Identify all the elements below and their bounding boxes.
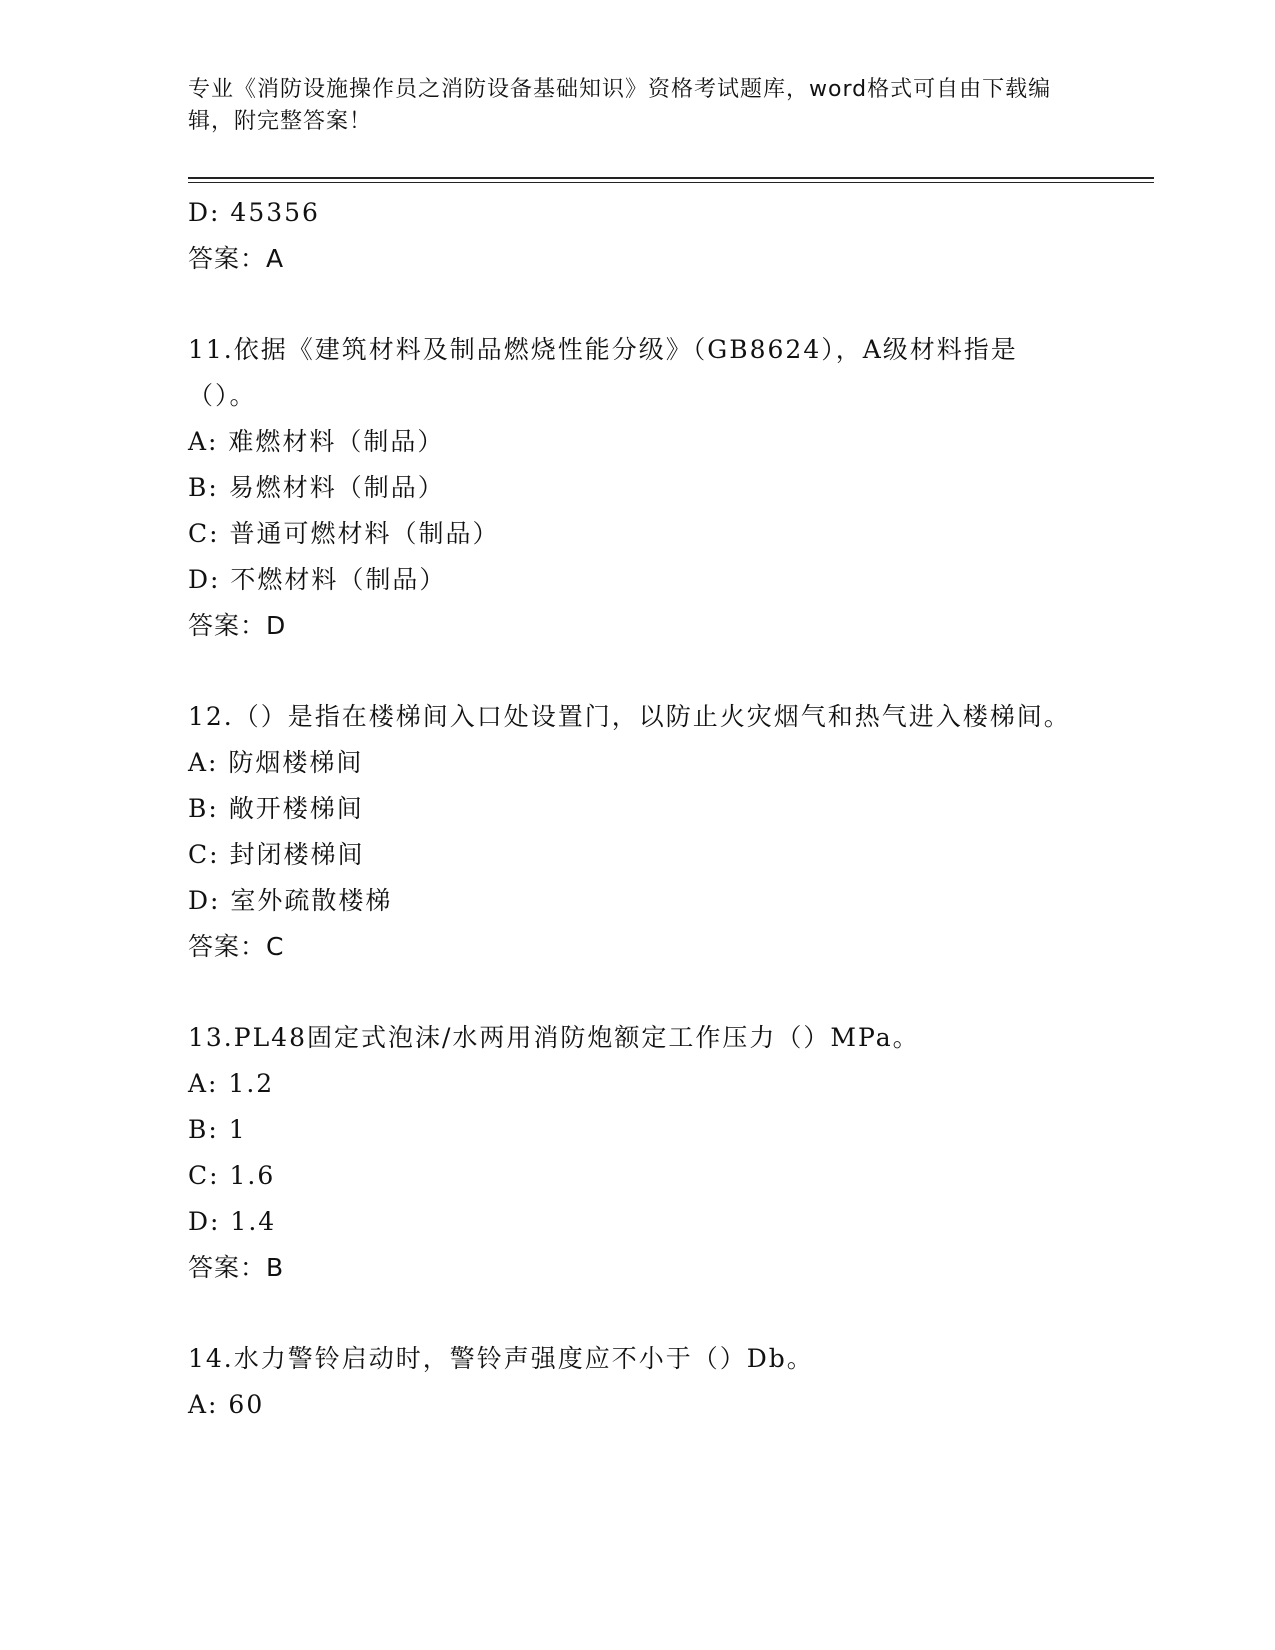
option-b: B: 敞开楼梯间 <box>188 794 364 823</box>
option-b: B: 易燃材料（制品） <box>188 473 445 502</box>
answer-line: 答案：D <box>188 611 287 640</box>
option-a: A: 60 <box>188 1390 265 1419</box>
question-block-11 <box>188 327 1088 649</box>
question-gap <box>188 282 1088 327</box>
option-a: A: 1.2 <box>188 1069 275 1098</box>
option-c: C: 封闭楼梯间 <box>188 840 365 869</box>
option-d: D: 不燃材料（制品） <box>188 565 447 594</box>
answer-line: 答案：B <box>188 1253 285 1282</box>
question-gap <box>188 649 1088 694</box>
question-stem: 13.PL48固定式泡沫/水两用消防炮额定工作压力（）MPa。 <box>188 1023 920 1052</box>
option-d: D: 室外疏散楼梯 <box>188 886 393 915</box>
answer-line: 答案：C <box>188 932 285 961</box>
question-block-13 <box>188 1015 1088 1291</box>
question-gap <box>188 970 1088 1015</box>
option-c: C: 1.6 <box>188 1161 276 1190</box>
header-rule-thick <box>188 177 1154 179</box>
page-header <box>188 74 1068 138</box>
header-rule-thin <box>188 182 1154 183</box>
question-block-12 <box>188 694 1088 970</box>
question-block-previous <box>188 190 1088 282</box>
question-gap <box>188 1291 1088 1336</box>
question-stem: 14.水力警铃启动时，警铃声强度应不小于（）Db。 <box>188 1344 814 1373</box>
answer-line: 答案：A <box>188 244 285 273</box>
option-a: A: 难燃材料（制品） <box>188 427 445 456</box>
question-stem: 12.（）是指在楼梯间入口处设置门，以防止火灾烟气和热气进入楼梯间。 <box>188 702 1071 731</box>
question-list <box>188 190 1088 1428</box>
question-stem: 11.依据《建筑材料及制品燃烧性能分级》（GB8624），A级材料指是（）。 <box>188 335 1018 410</box>
document-title: 专业《消防设施操作员之消防设备基础知识》资格考试题库，word格式可自由下载编辑，附完整答案！ <box>188 77 1052 134</box>
option-c: C: 普通可燃材料（制品） <box>188 519 500 548</box>
option-d: D: 1.4 <box>188 1207 277 1236</box>
option-d: D: 45356 <box>188 198 320 227</box>
question-block-14 <box>188 1336 1088 1428</box>
option-b: B: 1 <box>188 1115 247 1144</box>
option-a: A: 防烟楼梯间 <box>188 748 364 777</box>
